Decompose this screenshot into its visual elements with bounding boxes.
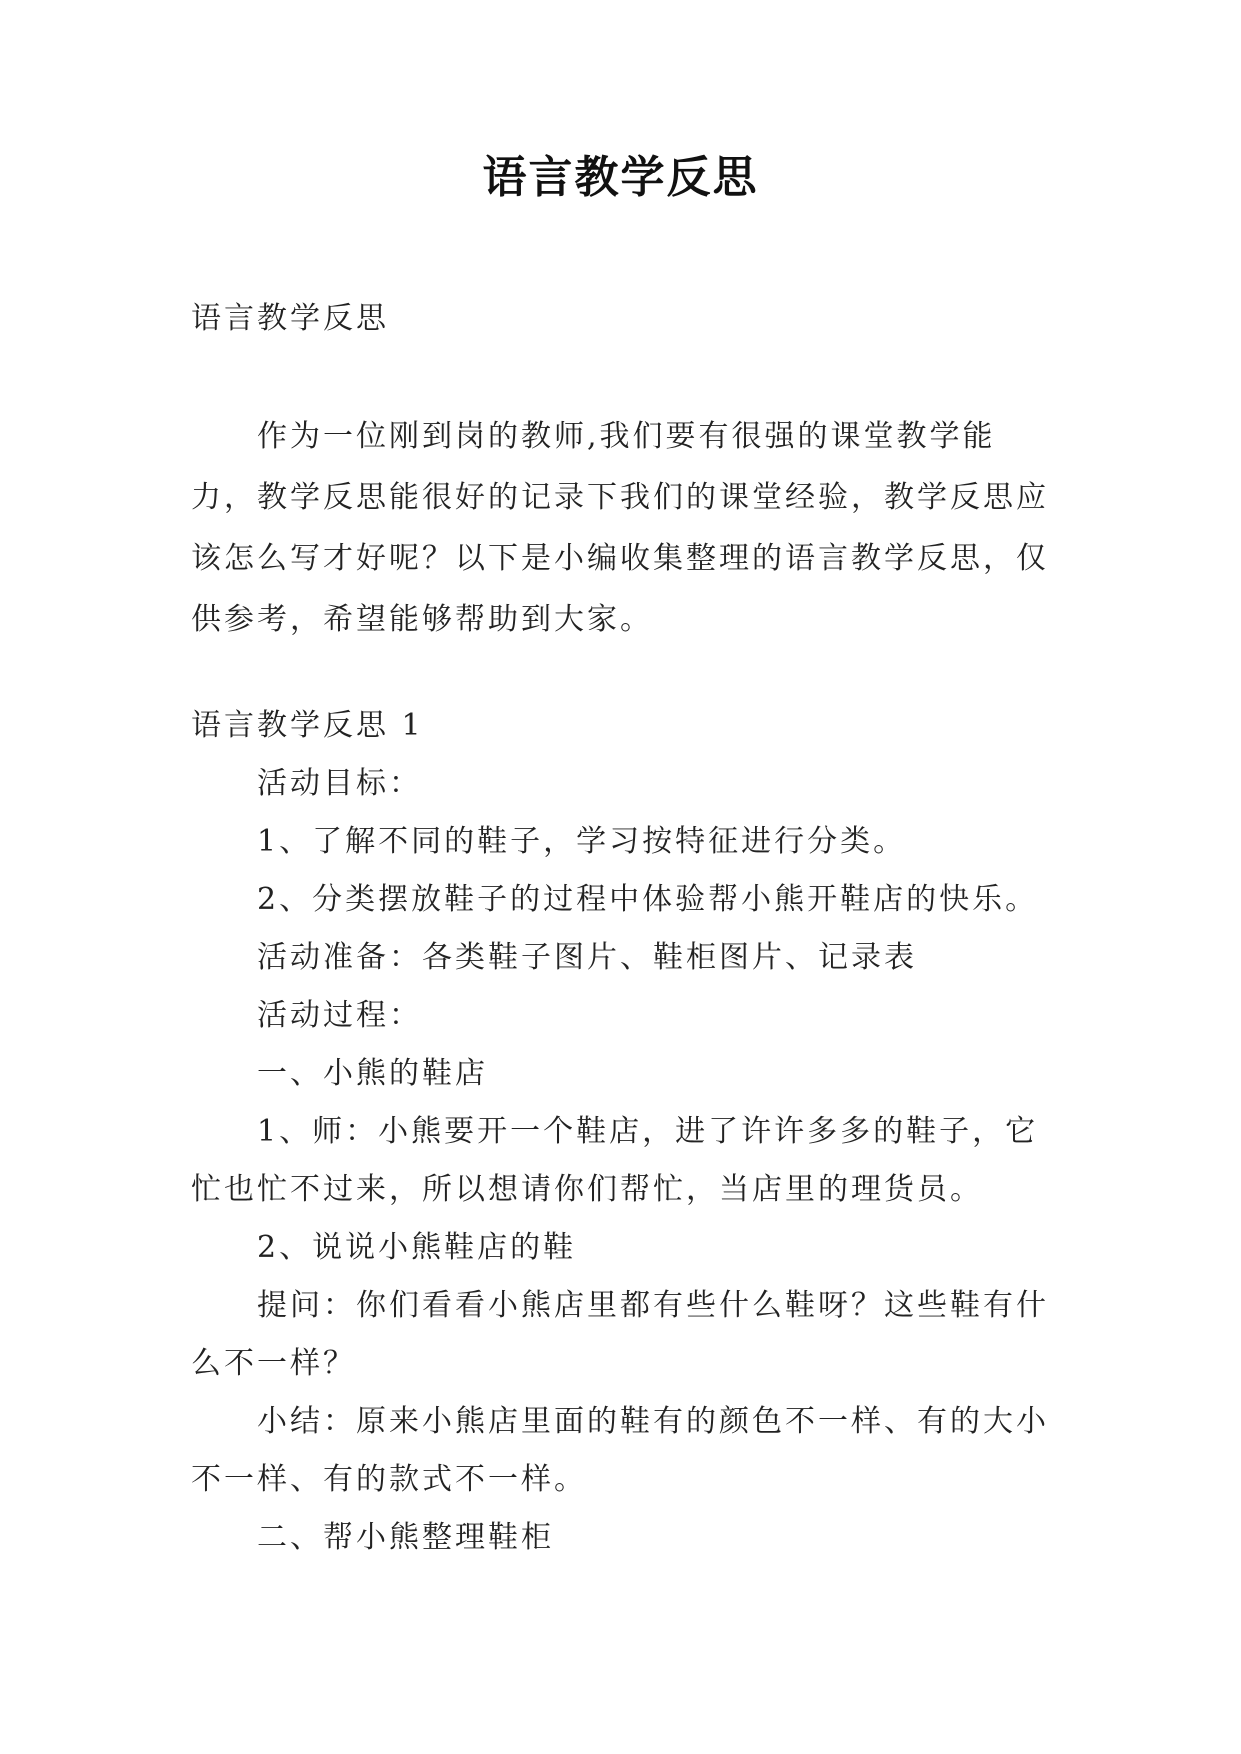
- paragraph: 活动过程：: [257, 998, 422, 1033]
- document-subtitle: 语言教学反思: [191, 301, 389, 336]
- paragraph: 2、说说小熊鞋店的鞋: [257, 1230, 577, 1265]
- paragraph: 1、师：小熊要开一个鞋店，进了许许多多的鞋子，它忙也忙不过来，所以想请你们帮忙，当店里的理货员。: [191, 1114, 1039, 1207]
- paragraph: 提问：你们看看小熊店里都有些什么鞋呀？这些鞋有什么不一样？: [191, 1288, 1049, 1381]
- paragraph: 1、了解不同的鞋子，学习按特征进行分类。: [257, 824, 907, 859]
- paragraph: 活动准备：各类鞋子图片、鞋柜图片、记录表: [257, 940, 917, 975]
- section-heading: 语言教学反思 1: [191, 708, 424, 743]
- paragraph: 2、分类摆放鞋子的过程中体验帮小熊开鞋店的快乐。: [257, 882, 1039, 917]
- paragraph: 一、小熊的鞋店: [257, 1056, 488, 1091]
- paragraph: 活动目标：: [257, 766, 422, 801]
- paragraph: 二、帮小熊整理鞋柜: [257, 1520, 554, 1555]
- paragraph: 小结：原来小熊店里面的鞋有的颜色不一样、有的大小不一样、有的款式不一样。: [191, 1404, 1049, 1497]
- document-title: 语言教学反思: [482, 152, 759, 203]
- intro-paragraph: 作为一位刚到岗的教师,我们要有很强的课堂教学能力，教学反思能很好的记录下我们的课堂经验，教学反思应该怎么写才好呢？以下是小编收集整理的语言教学反思，仅供参考，希望能够帮助到大家。: [191, 419, 1049, 637]
- document-body: [191, 697, 1051, 1567]
